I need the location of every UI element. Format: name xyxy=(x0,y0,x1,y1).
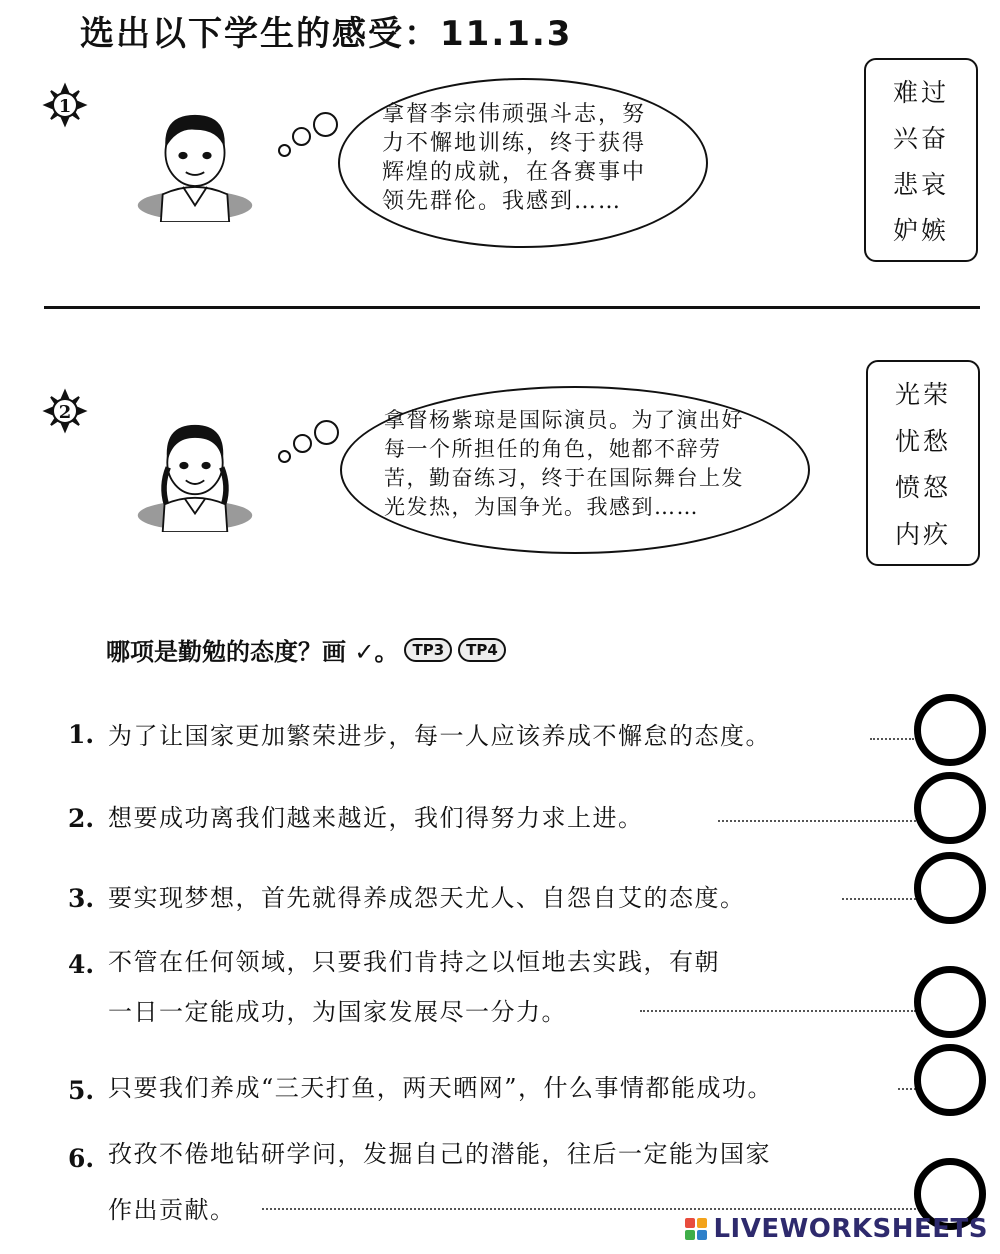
item-number: 6. xyxy=(68,1144,95,1173)
bubble-line: 拿督李宗伟顽强斗志，努 xyxy=(382,102,647,127)
brand-text: LIVEWORKSHEETS xyxy=(713,1214,988,1244)
item-number: 5. xyxy=(68,1076,95,1105)
leader-dots xyxy=(870,738,914,740)
thought-dot xyxy=(292,127,311,146)
item-text: 只要我们养成“三天打鱼，两天晒网”，什么事情都能成功。 xyxy=(108,1074,774,1102)
sun-badge-icon xyxy=(42,388,88,434)
brand-watermark xyxy=(685,1214,988,1244)
answer-circle[interactable] xyxy=(914,772,986,844)
bubble-text xyxy=(384,406,744,522)
item-text: 为了让国家更加繁荣进步，每一人应该养成不懈怠的态度。 xyxy=(108,722,771,750)
item-text: 孜孜不倦地钻研学问，发掘自己的潜能，往后一定能为国家 xyxy=(108,1140,771,1168)
bubble-line: 光发热，为国争光。我感到…… xyxy=(384,495,699,519)
boy-portrait-icon xyxy=(130,102,260,222)
item-text: 想要成功离我们越来越近，我们得努力求上进。 xyxy=(108,804,644,832)
brand-logo-icon xyxy=(685,1218,707,1240)
thought-dot xyxy=(314,420,339,445)
question-heading xyxy=(106,632,506,667)
tp-tag: TP3 xyxy=(404,638,452,662)
option-word[interactable]: 内疚 xyxy=(894,519,951,549)
bubble-line: 拿督杨紫琼是国际演员。为了演出好 xyxy=(384,408,744,432)
badge-number: 2 xyxy=(58,402,72,423)
item-text: 要实现梦想，首先就得养成怨天尤人、自怨自艾的态度。 xyxy=(108,884,746,912)
option-word[interactable]: 光荣 xyxy=(894,380,951,410)
thought-dot xyxy=(313,112,338,137)
girl-portrait-icon xyxy=(130,412,260,532)
leader-dots xyxy=(262,1208,916,1210)
section-divider xyxy=(44,306,980,309)
option-word[interactable]: 妒嫉 xyxy=(892,216,949,245)
answer-circle[interactable] xyxy=(914,852,986,924)
item-number: 3. xyxy=(68,884,95,913)
answer-circle[interactable] xyxy=(914,1044,986,1116)
thought-dot xyxy=(293,434,312,453)
option-word[interactable]: 兴奋 xyxy=(892,124,949,153)
item-text: 一日一定能成功，为国家发展尽一分力。 xyxy=(108,998,567,1026)
item-number: 4. xyxy=(68,950,95,979)
question-text: 哪项是勤勉的态度？画 ✓。 xyxy=(106,638,399,666)
thought-dot xyxy=(278,144,291,157)
leader-dots xyxy=(640,1010,916,1012)
bubble-line: 每一个所担任的角色，她都不辞劳 xyxy=(384,437,722,461)
leader-dots xyxy=(842,898,916,900)
item-number: 1. xyxy=(68,720,95,749)
option-word[interactable]: 悲哀 xyxy=(892,170,949,199)
thought-dot xyxy=(278,450,291,463)
page-title: 选出以下学生的感受：11.1.3 xyxy=(80,14,573,54)
leader-dots xyxy=(718,820,916,822)
sun-badge-icon xyxy=(42,82,88,128)
bubble-text xyxy=(382,100,646,216)
options-box xyxy=(866,360,980,566)
option-word[interactable]: 愤怒 xyxy=(894,473,951,503)
bubble-line: 领先群伦。我感到…… xyxy=(382,189,623,214)
answer-circle[interactable] xyxy=(914,694,986,766)
item-text: 作出贡献。 xyxy=(108,1196,236,1224)
bubble-line: 力不懈地训练，终于获得 xyxy=(382,131,647,156)
leader-dots xyxy=(898,1088,916,1090)
option-word[interactable]: 忧愁 xyxy=(894,426,951,456)
options-box xyxy=(864,58,978,262)
option-word[interactable]: 难过 xyxy=(892,78,949,107)
answer-circle[interactable] xyxy=(914,966,986,1038)
bubble-line: 辉煌的成就，在各赛事中 xyxy=(382,160,647,185)
bubble-line: 苦，勤奋练习，终于在国际舞台上发 xyxy=(384,466,744,490)
tp-tag: TP4 xyxy=(458,638,506,662)
item-text: 不管在任何领域，只要我们肯持之以恒地去实践，有朝 xyxy=(108,948,720,976)
badge-number: 1 xyxy=(58,96,72,117)
item-number: 2. xyxy=(68,804,95,833)
